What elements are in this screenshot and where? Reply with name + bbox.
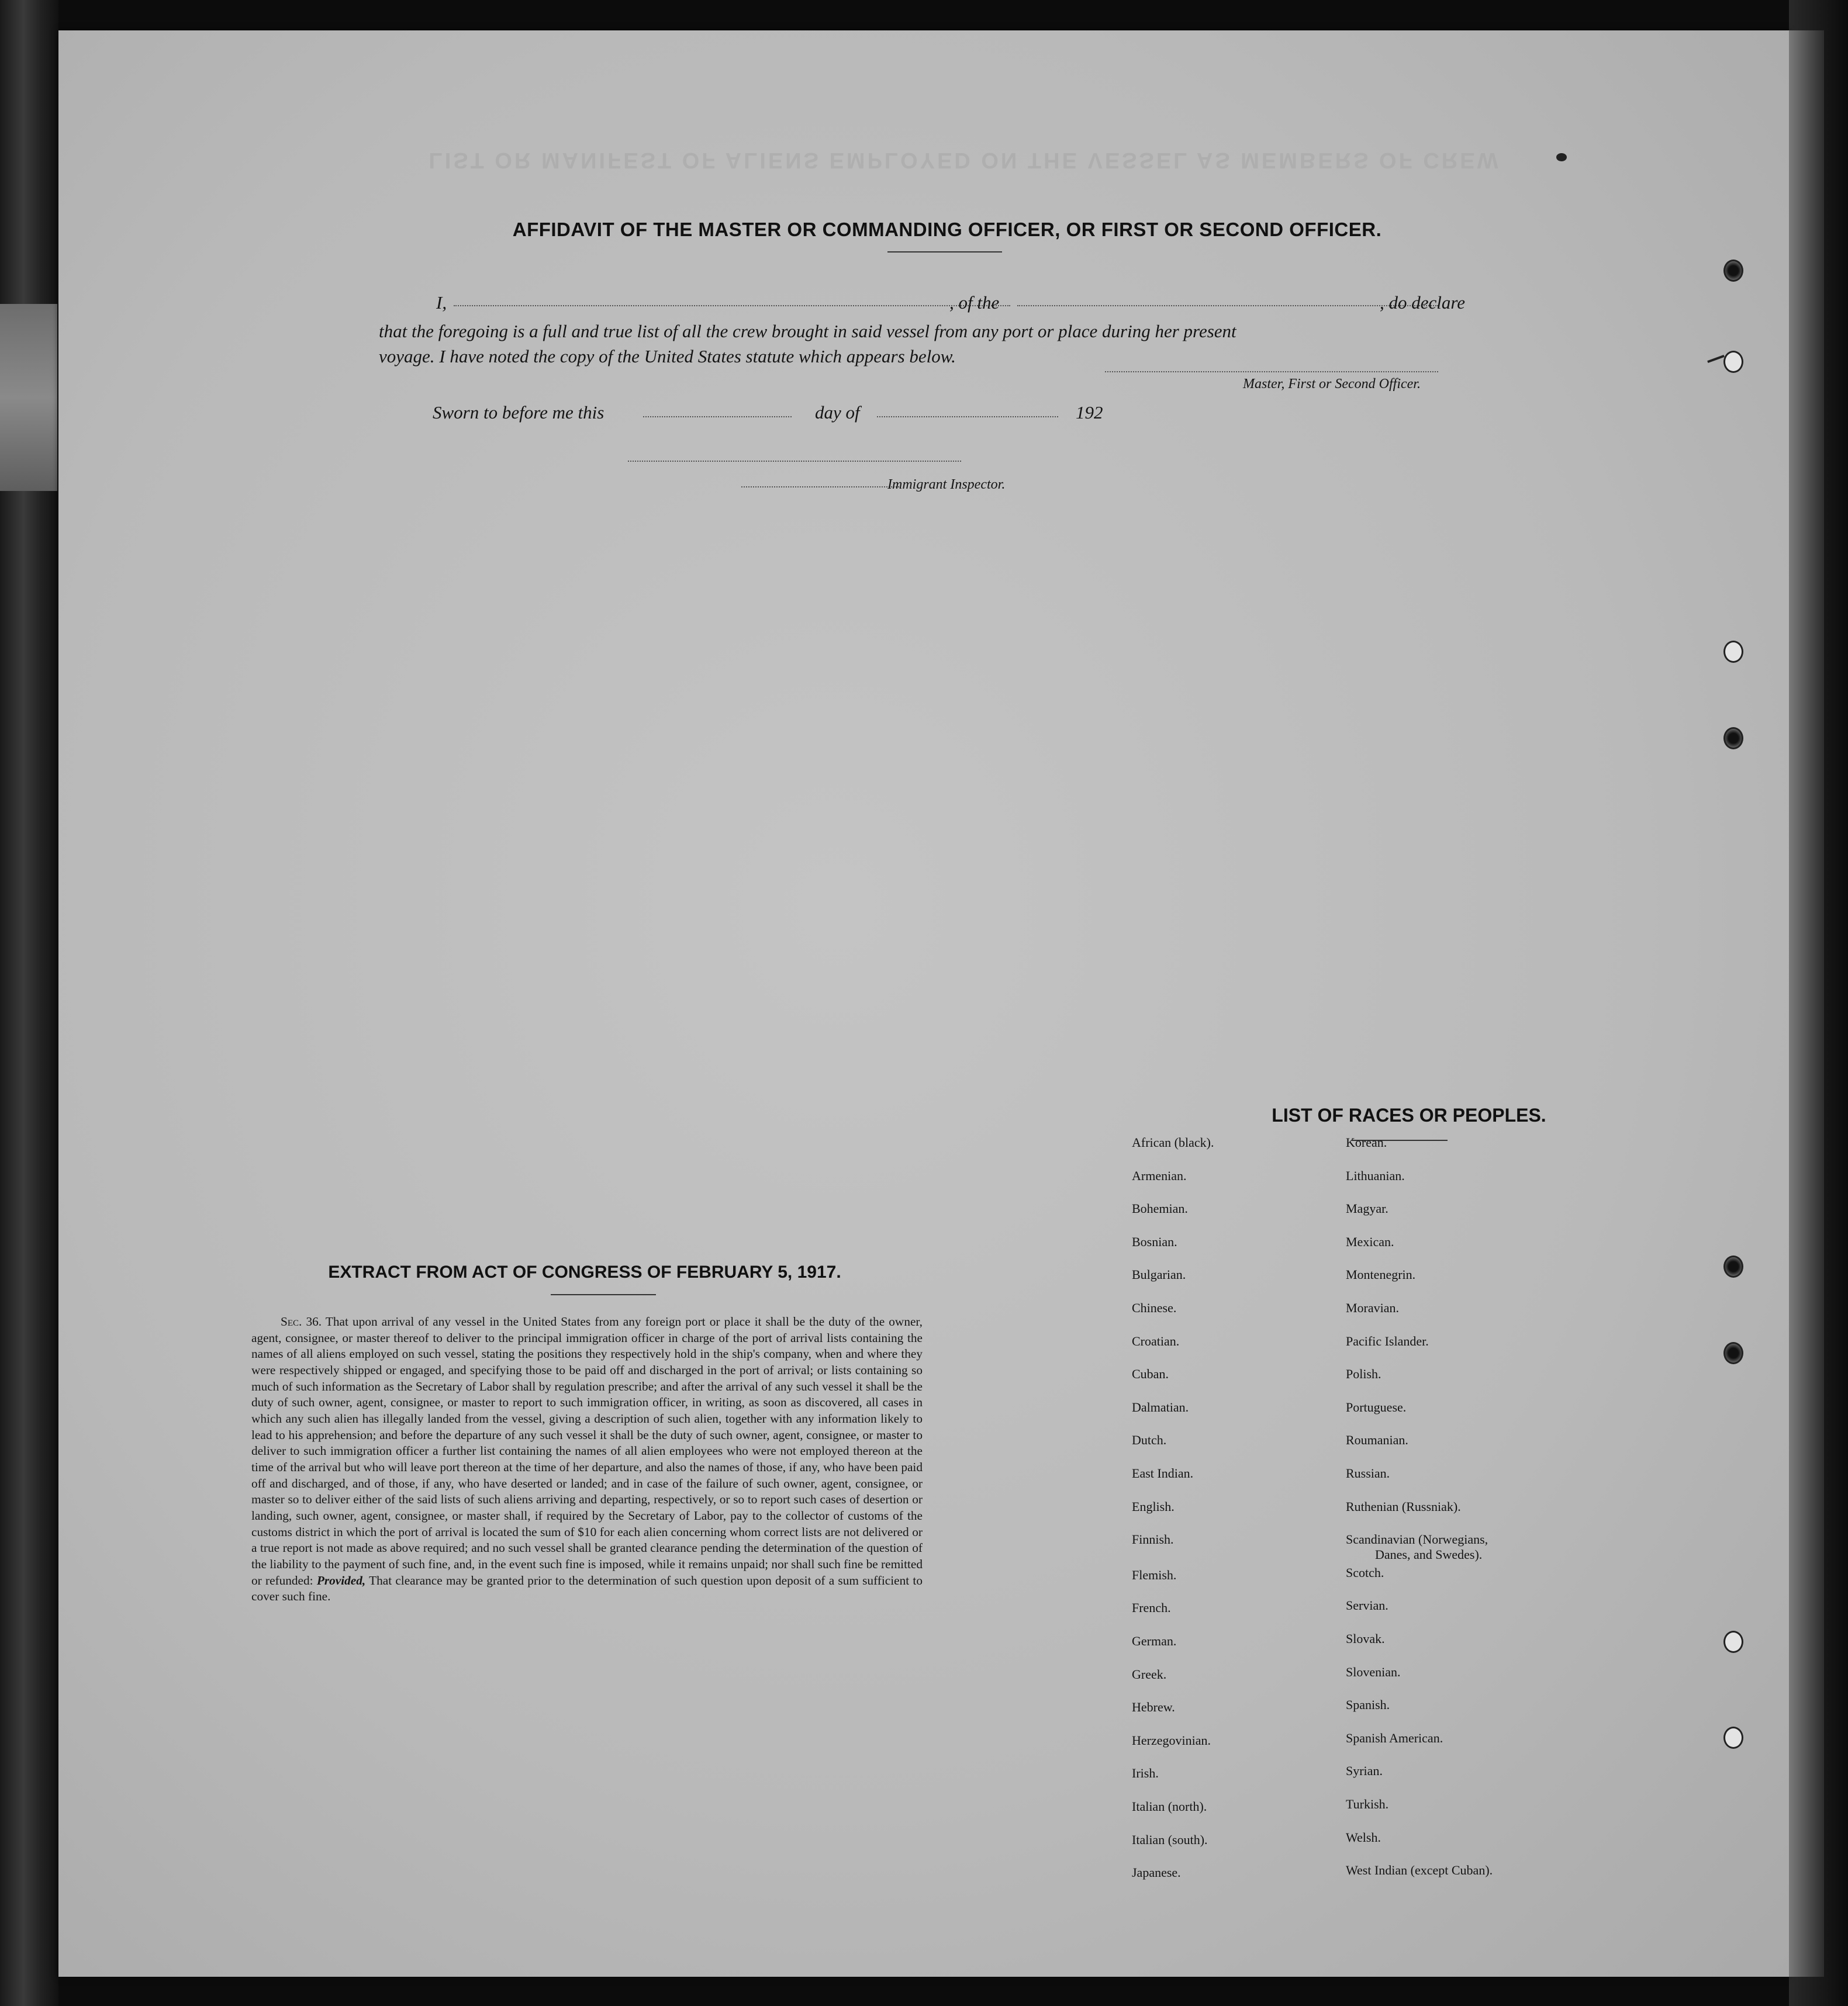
- binder-mark: [1707, 355, 1725, 363]
- binder-hole: [1723, 727, 1743, 749]
- race-item: Turkish.: [1346, 1797, 1389, 1811]
- affidavit-declare: , do declare: [1380, 292, 1466, 313]
- document-page: [58, 30, 1789, 1977]
- race-item: Korean.: [1346, 1135, 1387, 1150]
- race-item: Magyar.: [1346, 1201, 1388, 1216]
- name-blank[interactable]: [454, 305, 1010, 306]
- race-item: Bulgarian.: [1132, 1267, 1186, 1282]
- sworn-day-of: day of: [815, 402, 860, 423]
- race-item: German.: [1132, 1634, 1177, 1648]
- race-item: Bohemian.: [1132, 1201, 1188, 1216]
- sworn-month-blank[interactable]: [877, 416, 1058, 417]
- affidavit-title: AFFIDAVIT OF THE MASTER OR COMMANDING OFFICER, OR FIRST OR SECOND OFFICER.: [512, 219, 1382, 240]
- races-title: LIST OF RACES OR PEOPLES.: [1272, 1105, 1546, 1126]
- race-item: Dutch.: [1132, 1433, 1167, 1448]
- race-item: Scandinavian (Norwegians,: [1346, 1532, 1488, 1547]
- race-item: Finnish.: [1132, 1532, 1174, 1547]
- inspector-name-blank[interactable]: [741, 486, 899, 487]
- race-item: Cuban.: [1132, 1367, 1169, 1382]
- race-item: Bosnian.: [1132, 1234, 1177, 1249]
- binder-hole: [1723, 1342, 1743, 1364]
- sworn-day-blank[interactable]: [643, 416, 792, 417]
- binder-hole: [1723, 260, 1743, 282]
- race-item: Slovak.: [1346, 1631, 1385, 1646]
- affidavit-line2: that the foregoing is a full and true list of all the crew brought in said vessel from any port or place during her present: [379, 321, 1236, 341]
- race-item: Servian.: [1346, 1598, 1388, 1613]
- race-item: Lithuanian.: [1346, 1168, 1405, 1183]
- page-right-edge: [1789, 30, 1824, 1977]
- signature-blank[interactable]: [1105, 371, 1438, 372]
- race-item: French.: [1132, 1600, 1171, 1616]
- race-item: Welsh.: [1346, 1829, 1381, 1845]
- race-item: Italian (south).: [1132, 1832, 1208, 1847]
- race-item: Spanish.: [1346, 1697, 1390, 1713]
- extract-text-part1: That upon arrival of any vessel in the United States from any foreign port or place it shall be the duty of the owner, agent, consignee, or master thereof to deliver to the principal immigration officer in charge of the port of arrival lists containing the names of all aliens employed on such vessel, stating the positions they respectively hold in the ship's company, when and where they were respectively shipped or engaged, and specifying those to be paid off and discharged in the port of arrival; or lists containing so much of such information as the Secretary of Labor shall by regulation prescribe; and after the arrival of any such vessel it shall be the duty of such owner, agent, consignee, or master to report to such immigration officer, in writing, as soon as discovered, all cases in which any such alien has illegally landed from the vessel, giving a description of such alien, together with any information likely to lead to his apprehension; and before the departure of any such vessel it shall be the duty of such owner, agent, consignee, or master to deliver to such immigration officer a further list containing the names of all alien employees who were not employed thereon at the time of the arrival but who will leave port thereon at the time of her departure, and also the names of those, if any, who have been paid off and discharged, and of those, if any, who have deserted or landed; and in case of the failure of such owner, agent, consignee, or master so to deliver either of the said lists of such aliens arriving and departing, respectively, or so to report such cases of desertion or landing, such owner, agent, consignee, or master shall, if required by the Secretary of Labor, pay to the collector of customs of the customs district in which the port of arrival is located the sum of $10 for each alien concerning whom correct lists are not delivered or a true report is not made as above required; and no such vessel shall be granted clearance pending the determination of the question of the liability to the payment of such fine, and, in the event such fine is imposed, while it remains unpaid; nor shall such fine be remitted or refunded:: [251, 1315, 923, 1587]
- affidavit-i: I,: [436, 292, 447, 313]
- race-item: Hebrew.: [1132, 1700, 1175, 1715]
- provided-label: Provided,: [316, 1573, 366, 1587]
- extract-body: [251, 1314, 923, 1605]
- ink-blot: [1556, 153, 1567, 161]
- affidavit-of-the: , of the: [949, 292, 1000, 313]
- affidavit-line3: voyage. I have noted the copy of the United States statute which appears below.: [379, 346, 956, 366]
- binder-hole: [1723, 1727, 1743, 1749]
- race-item: English.: [1132, 1499, 1175, 1514]
- binder-hole: [1723, 641, 1743, 663]
- race-item: East Indian.: [1132, 1466, 1194, 1481]
- race-item: Japanese.: [1132, 1865, 1181, 1880]
- race-item: Montenegrin.: [1346, 1267, 1416, 1282]
- race-item: Roumanian.: [1346, 1433, 1408, 1448]
- race-item: Moravian.: [1346, 1301, 1400, 1315]
- race-item-continuation: Danes, and Swedes).: [1375, 1547, 1483, 1562]
- section-label: Sec. 36.: [281, 1315, 322, 1329]
- race-item: Polish.: [1346, 1367, 1381, 1382]
- race-item: Spanish American.: [1346, 1730, 1443, 1745]
- race-item: Scotch.: [1346, 1565, 1384, 1580]
- binder-hole: [1723, 351, 1743, 373]
- race-item: Portuguese.: [1346, 1399, 1407, 1414]
- race-item: Croatian.: [1132, 1333, 1180, 1348]
- race-item: Greek.: [1132, 1666, 1167, 1682]
- signature-caption: Master, First or Second Officer.: [1243, 376, 1421, 392]
- race-item: Dalmatian.: [1132, 1399, 1189, 1414]
- race-item: Syrian.: [1346, 1763, 1383, 1779]
- race-item: Ruthenian (Russniak).: [1346, 1499, 1461, 1514]
- race-item: Mexican.: [1346, 1234, 1394, 1249]
- race-item: Slovenian.: [1346, 1664, 1401, 1679]
- affidavit-title-rule: [887, 251, 1002, 253]
- extract-text-part2: That clearance may be granted prior to the determination of such question upon deposit of a sum sufficient to cover such fine.: [251, 1573, 923, 1604]
- binder-hole: [1723, 1631, 1743, 1653]
- race-item: Chinese.: [1132, 1301, 1177, 1315]
- inspector-signature-blank[interactable]: [628, 461, 961, 462]
- race-item: Irish.: [1132, 1766, 1159, 1781]
- binder-hole: [1723, 1256, 1743, 1278]
- race-item: Armenian.: [1132, 1168, 1187, 1183]
- race-item: Russian.: [1346, 1466, 1390, 1481]
- scan-left-border: [0, 0, 58, 2006]
- scan-left-scrap: [0, 304, 57, 491]
- race-item: Pacific Islander.: [1346, 1333, 1429, 1348]
- race-item: Italian (north).: [1132, 1799, 1207, 1814]
- inspector-caption: Immigrant Inspector.: [887, 477, 1006, 492]
- race-item: Flemish.: [1132, 1567, 1177, 1582]
- race-item: Herzegovinian.: [1132, 1732, 1211, 1748]
- extract-title-rule: [551, 1294, 656, 1295]
- race-item: African (black).: [1132, 1135, 1214, 1150]
- sworn-prefix: Sworn to before me this: [433, 402, 605, 423]
- bleed-through-header: LIST OR MANIFEST OF ALIENS EMPLOYED ON THE VESSEL AS MEMBERS OF CREW: [429, 148, 1501, 172]
- sworn-year: 192: [1076, 402, 1103, 423]
- extract-title: EXTRACT FROM ACT OF CONGRESS OF FEBRUARY 5, 1917.: [328, 1263, 841, 1282]
- race-item: West Indian (except Cuban).: [1346, 1863, 1493, 1878]
- vessel-blank[interactable]: [1017, 305, 1438, 306]
